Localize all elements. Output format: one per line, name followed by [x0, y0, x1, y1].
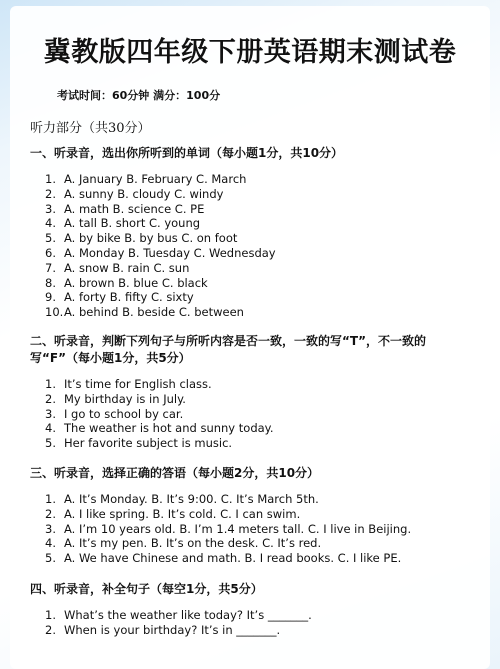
list-item: 1. A. It’s Monday. B. It’s 9:00. C. It’s March 5th.	[45, 492, 319, 506]
list-item: 2. A. sunny B. cloudy C. windy	[45, 186, 224, 201]
list-item: 2. My birthday is in July.	[45, 391, 186, 406]
list-item: 1. A. January B. February C. March	[45, 172, 247, 186]
list-item: 5. Her favorite subject is music.	[45, 436, 233, 451]
list-item: 4. A. tall B. short C. young	[45, 216, 201, 231]
list-item: 3. I go to school by car.	[45, 406, 184, 421]
exam-info: 考试时间：60分钟 满分：100分	[57, 89, 221, 102]
section-1-list	[45, 172, 276, 320]
list-item: 5. A. We have Chinese and math. B. I read books. C. I like PE.	[45, 551, 402, 566]
list-item: 9. A. forty B. fifty C. sixty	[45, 290, 194, 305]
list-item: 4. A. It’s my pen. B. It’s on the desk. C. It’s red.	[45, 536, 322, 551]
list-item: 1. What’s the weather like today? It’s _______.	[45, 608, 312, 622]
list-item: 3. A. I’m 10 years old. B. I’m 1.4 meters tall. C. I live in Beijing.	[45, 521, 412, 536]
part-heading: 听力部分（共30分）	[30, 121, 151, 136]
list-item: 2. A. I like spring. B. It’s cold. C. I can swim.	[45, 506, 301, 521]
page-title: 冀教版四年级下册英语期末测试卷	[43, 37, 457, 68]
list-item: 4. The weather is hot and sunny today.	[45, 421, 274, 436]
list-item: 10.A. behind B. beside C. between	[45, 305, 244, 320]
list-item: 6. A. Monday B. Tuesday C. Wednesday	[45, 245, 276, 260]
list-item: 1. It’s time for English class.	[45, 377, 212, 391]
list-item: 2. When is your birthday? It’s in _______.	[45, 622, 281, 637]
section-4-heading: 四、听录音，补全句子（每空1分，共5分）	[30, 582, 263, 596]
section-1-heading: 一、听录音，选出你所听到的单词（每小题1分，共10分）	[30, 146, 344, 160]
list-item: 7. A. snow B. rain C. sun	[45, 260, 190, 275]
section-2-list	[45, 377, 273, 451]
list-item: 3. A. math B. science C. PE	[45, 201, 205, 216]
section-4-list	[45, 608, 312, 638]
list-item: 5. A. by bike B. by bus C. on foot	[45, 231, 238, 246]
section-3-list	[45, 492, 411, 566]
list-item: 8. A. brown B. blue C. black	[45, 275, 208, 290]
section-2-heading: 二、听录音，判断下列句子与所听内容是否一致，一致的写“T”，不一致的写“F”（每小题1分，共5分）	[30, 334, 426, 365]
section-3-heading: 三、听录音，选择正确的答语（每小题2分，共10分）	[30, 466, 320, 480]
